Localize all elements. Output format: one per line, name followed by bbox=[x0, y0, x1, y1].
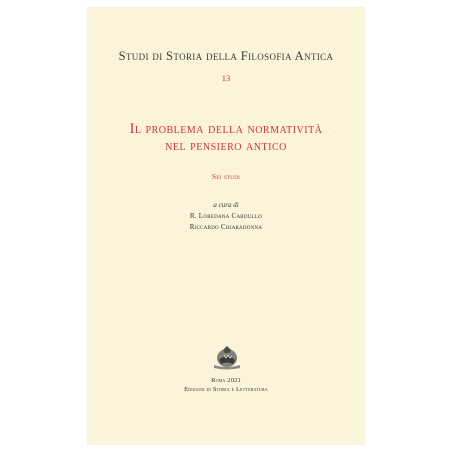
publisher-emblem-icon bbox=[210, 344, 244, 372]
book-title bbox=[87, 121, 365, 154]
editor-name: R. Loredana Cardullo bbox=[189, 212, 263, 220]
publisher-block bbox=[87, 376, 365, 394]
series-number: 13 bbox=[221, 73, 231, 83]
publisher-place-year: Roma 2021 bbox=[211, 377, 241, 384]
editor-name: Riccardo Chiaradonna bbox=[189, 222, 263, 231]
editors-label: a cura di bbox=[213, 201, 239, 209]
editors-list bbox=[87, 211, 365, 232]
series-title: Studi di Storia della Filosofia Antica bbox=[118, 49, 334, 63]
book-title-line-2: nel pensiero antico bbox=[165, 137, 287, 154]
publisher-name: Edizioni di Storia e Letteratura bbox=[184, 386, 268, 393]
book-subtitle: Sei studi bbox=[211, 172, 241, 181]
book-title-line-1: Il problema della normatività bbox=[129, 121, 323, 137]
book-cover bbox=[87, 7, 365, 445]
